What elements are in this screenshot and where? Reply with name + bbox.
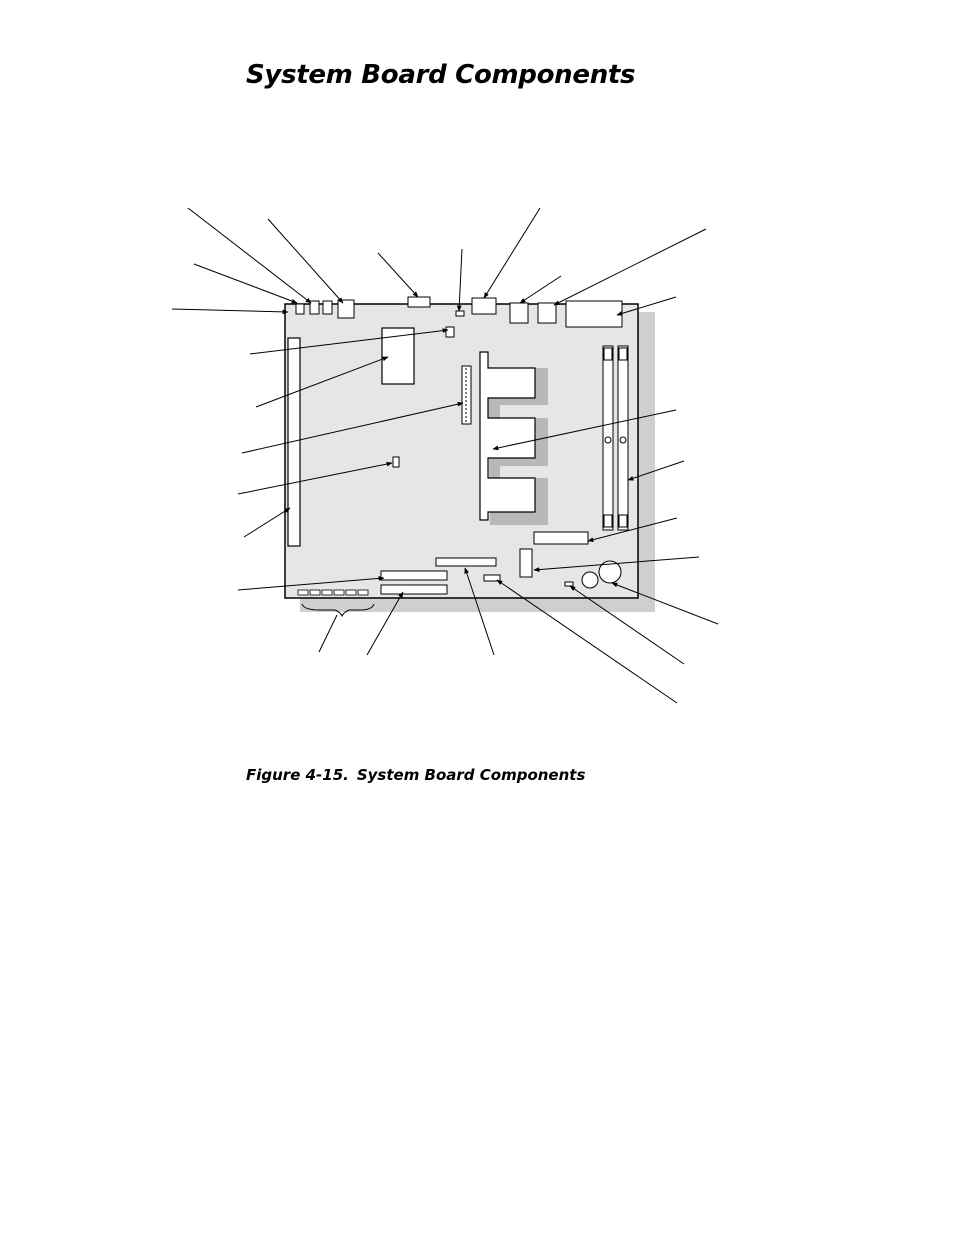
figure-caption-text: System Board Components — [356, 766, 586, 784]
video-connector — [408, 297, 430, 307]
parallel-connector — [566, 301, 622, 327]
card-cage — [480, 352, 548, 525]
figure-number: Figure 4-15. — [246, 766, 349, 784]
figure-caption — [246, 766, 585, 784]
power-connector — [534, 532, 588, 544]
mouse-connector — [538, 303, 556, 323]
fan-jumper — [456, 311, 464, 316]
system-board — [285, 304, 638, 598]
audio-connector-2 — [310, 301, 319, 314]
audio-connector-1 — [296, 304, 304, 314]
serial-connector — [472, 298, 496, 314]
chip-header-top — [446, 327, 454, 337]
usb-connector — [338, 300, 354, 318]
jumper-block — [393, 457, 399, 467]
password-jumper — [565, 582, 573, 586]
audio-connector-3 — [323, 301, 332, 314]
front-panel-connector — [520, 549, 532, 577]
page-title: System Board Components — [246, 60, 636, 90]
keyboard-connector — [510, 303, 528, 323]
vertical-header — [462, 366, 471, 424]
